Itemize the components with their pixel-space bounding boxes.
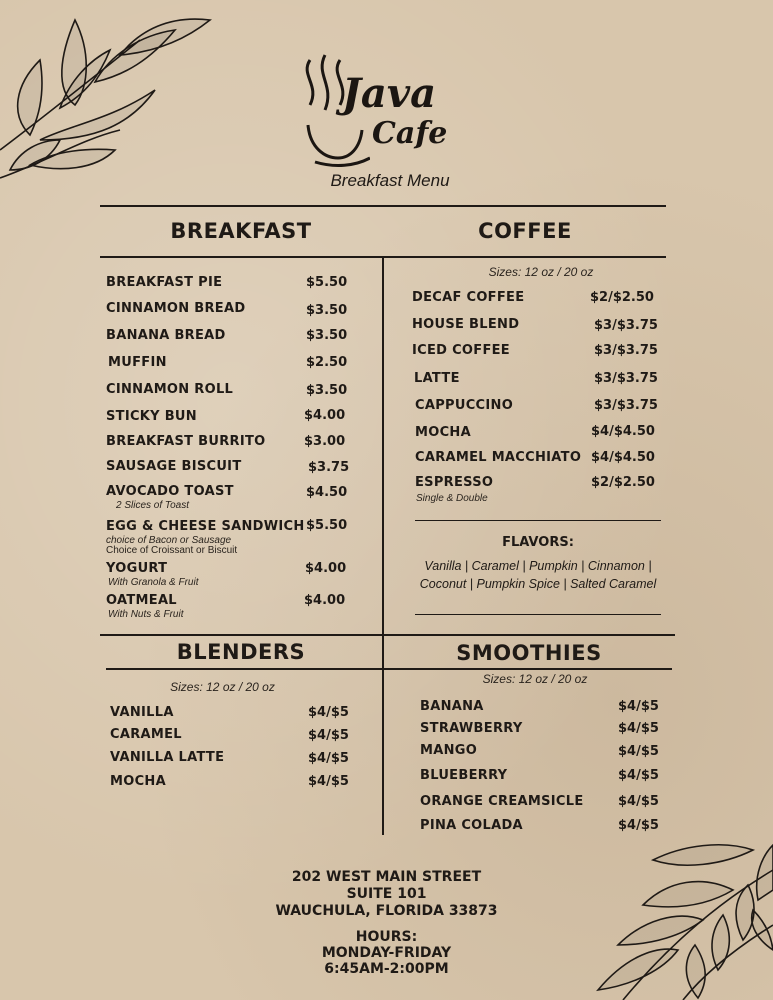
divider [100,634,675,636]
menu-item-name: LATTE [414,371,460,386]
menu-item-price: $4/$4.50 [591,450,655,465]
menu-item-name: BREAKFAST BURRITO [106,434,266,449]
divider [100,205,666,207]
divider [415,520,661,521]
menu-item-price: $4.00 [305,561,347,576]
menu-item-price: $4.00 [304,408,346,423]
menu-item-name: CARAMEL MACCHIATO [415,450,582,465]
menu-item-price: $4/$5 [618,818,659,833]
menu-item-price: $3/$3.75 [594,318,658,333]
address-line: 202 WEST MAIN STREET [291,869,482,885]
menu-item-name: MOCHA [110,774,166,789]
address-line: SUITE 101 [346,886,427,902]
menu-item-name: PINA COLADA [420,818,523,833]
menu-item-name: STICKY BUN [106,409,197,424]
menu-item-price: $5.50 [306,518,348,533]
menu-item-name: CINNAMON BREAD [106,301,246,316]
menu-item-name: VANILLA [110,705,174,720]
hours-days: MONDAY-FRIDAY [321,945,452,961]
menu-item-name: BLUEBERRY [420,768,508,783]
menu-item-name: CARAMEL [110,727,182,742]
menu-item-note: With Granola & Fruit [108,577,199,588]
menu-item-price: $4/$5 [308,774,349,789]
menu-item-price: $5.50 [306,275,348,290]
menu-item-price: $2.50 [306,355,348,370]
menu-item-price: $2/$2.50 [591,475,655,490]
menu-item-price: $3.75 [308,460,350,475]
menu-item-price: $4/$5 [308,705,349,720]
menu-item-name: CINNAMON ROLL [106,382,234,397]
smoothies-sizes: Sizes: 12 oz / 20 oz [482,672,588,686]
menu-item-name: MANGO [420,743,478,758]
menu-item-price: $4.50 [306,485,348,500]
menu-item-name: HOUSE BLEND [412,317,520,332]
menu-item-name: AVOCADO TOAST [106,484,234,499]
flavors-list: Vanilla | Caramel | Pumpkin | Cinnamon | [424,559,652,573]
blenders-sizes: Sizes: 12 oz / 20 oz [170,680,275,694]
flavors-title: FLAVORS: [502,535,574,550]
menu-item-price: $2/$2.50 [590,290,654,305]
section-title-blenders: BLENDERS [176,640,306,664]
hours-time: 6:45AM-2:00PM [324,961,449,977]
menu-item-price: $4/$5 [618,768,659,783]
menu-item-price: $3/$3.75 [594,343,658,358]
coffee-sizes: Sizes: 12 oz / 20 oz [488,265,594,279]
menu-item-price: $4/$5 [618,744,659,759]
menu-item-price: $4/$5 [308,751,349,766]
menu-item-price: $4/$5 [618,794,659,809]
menu-item-name: YOGURT [106,561,168,576]
menu-item-note: Single & Double [416,493,488,504]
menu-item-name: ESPRESSO [415,475,494,490]
logo-word-java: Java [342,70,437,117]
menu-item-price: $4/$4.50 [591,424,655,439]
menu-item-note: With Nuts & Fruit [108,609,184,620]
menu-item-price: $3/$3.75 [594,371,658,386]
section-title-breakfast: BREAKFAST [170,219,312,243]
menu-item-name: BREAKFAST PIE [106,275,223,290]
menu-item-price: $3.50 [306,383,348,398]
section-title-coffee: COFFEE [478,219,572,243]
section-title-smoothies: SMOOTHIES [456,641,602,665]
menu-item-name: SAUSAGE BISCUIT [106,459,242,474]
menu-item-name: MUFFIN [108,355,167,370]
hours-title: HOURS: [355,929,418,945]
menu-item-name: ORANGE CREAMSICLE [420,794,584,809]
menu-item-price: $4.00 [304,593,346,608]
page-subtitle: Breakfast Menu [330,171,450,190]
menu-item-name: MOCHA [415,425,471,440]
flavors-list: Coconut | Pumpkin Spice | Salted Caramel [419,577,657,591]
divider [382,257,384,835]
menu-item-name: OATMEAL [106,593,177,608]
menu-item-name: ICED COFFEE [412,343,510,358]
menu-item-name: BANANA BREAD [106,328,226,343]
logo-word-cafe: Cafe [372,116,448,151]
menu-item-price: $3/$3.75 [594,398,658,413]
menu-item-name: BANANA [420,699,484,714]
menu-item-price: $3.00 [304,434,346,449]
menu-item-name: VANILLA LATTE [110,750,225,765]
menu-item-price: $4/$5 [618,721,659,736]
menu-item-price: $4/$5 [618,699,659,714]
divider [106,668,672,670]
menu-item-name: STRAWBERRY [420,721,523,736]
menu-item-price: $4/$5 [308,728,349,743]
menu-item-name: CAPPUCCINO [415,398,514,413]
menu-item-note: Choice of Croissant or Biscuit [106,545,238,556]
menu-item-name: DECAF COFFEE [412,290,525,305]
menu-item-price: $3.50 [306,303,348,318]
leaf-branch-icon [0,0,230,200]
divider [415,614,661,615]
menu-item-note: 2 Slices of Toast [116,500,190,511]
logo [290,30,490,175]
address-line: WAUCHULA, FLORIDA 33873 [275,903,498,919]
menu-item-note: choice of Bacon or Sausage [106,535,232,546]
menu-item-name: EGG & CHEESE SANDWICH [106,519,305,534]
menu-item-price: $3.50 [306,328,348,343]
